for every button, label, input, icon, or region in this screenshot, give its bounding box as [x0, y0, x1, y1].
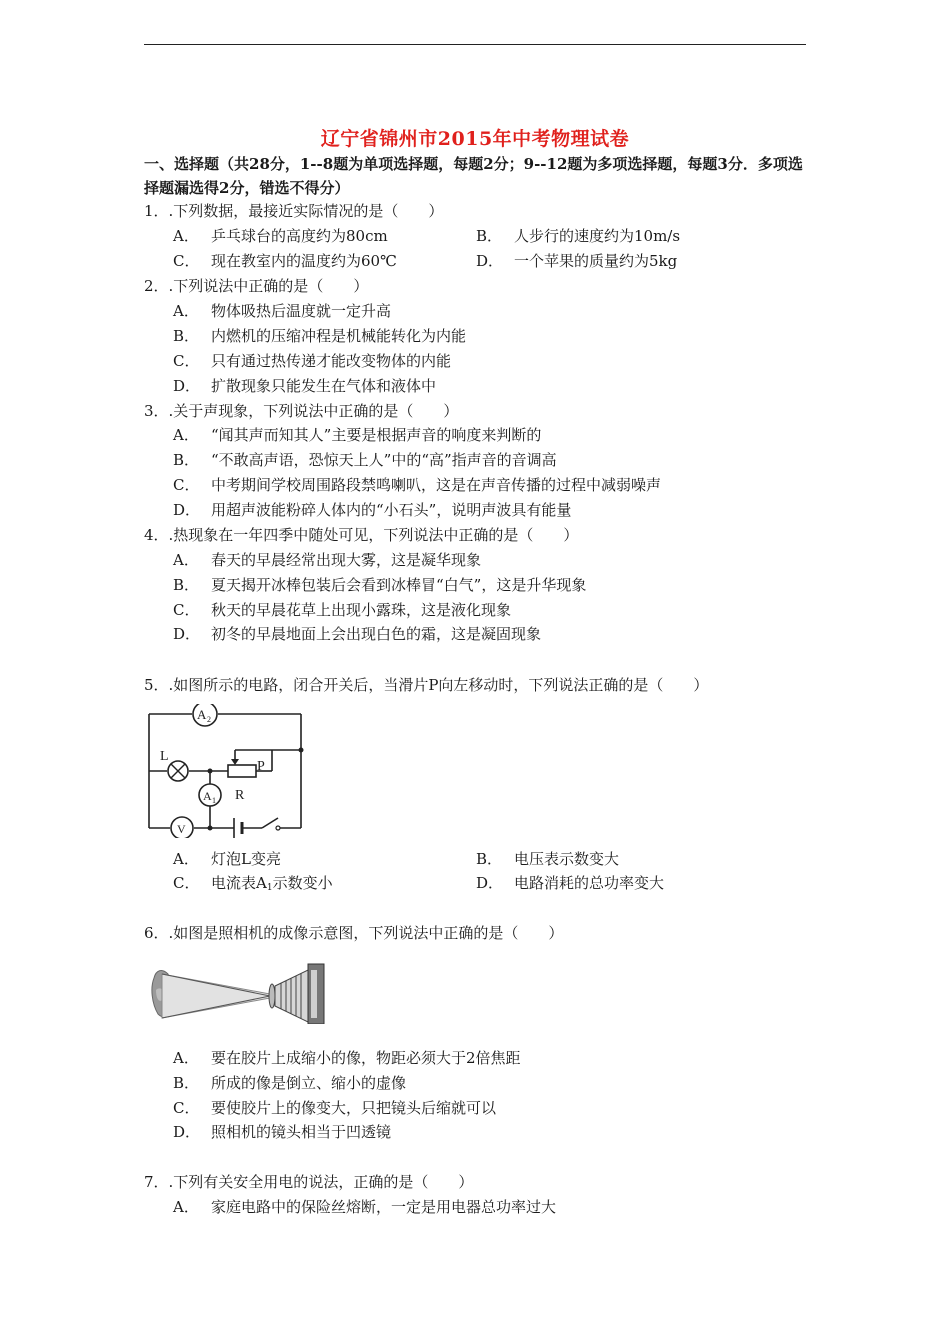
question-6-option-d: D． 照相机的镜头相当于凹透镜: [173, 1123, 392, 1141]
question-3-option-c: C． 中考期间学校周围路段禁鸣喇叭，这是在声音传播的过程中减弱噪声: [173, 476, 662, 494]
ammeter-1-label: A: [203, 789, 212, 803]
question-3-option-a: A． “闻其声而知其人”主要是根据声音的响度来判断的: [173, 426, 542, 444]
question-2-option-a: A． 物体吸热后温度就一定升高: [173, 302, 392, 320]
question-4-option-b: B． 夏天揭开冰棒包装后会看到冰棒冒“白气”，这是升华现象: [173, 576, 587, 594]
question-1-option-b: B． 人步行的速度约为10m/s: [476, 227, 681, 245]
question-2-option-b: B． 内燃机的压缩冲程是机械能转化为内能: [173, 327, 467, 345]
header-rule: [144, 44, 806, 45]
question-1-option-c: C． 现在教室内的温度约为60℃: [173, 252, 397, 270]
resistor-label: R: [235, 788, 245, 803]
lamp-label: L: [160, 749, 169, 764]
question-6-stem: 6．.如图是照相机的成像示意图，下列说法中正确的是（ ）: [144, 924, 564, 942]
question-6-option-a: A． 要在胶片上成缩小的像，物距必须大于2倍焦距: [173, 1049, 521, 1067]
question-5-option-a: A． 灯泡L变亮: [173, 850, 281, 868]
slider-label: P: [257, 759, 265, 774]
question-1-option-a: A． 乒乓球台的高度约为80cm: [173, 227, 388, 245]
ammeter-2-subscript: 2: [207, 715, 211, 724]
question-5-option-b: B． 电压表示数变大: [476, 850, 620, 868]
question-4-option-d: D． 初冬的早晨地面上会出现白色的霜，这是凝固现象: [173, 625, 542, 643]
question-5-option-c: C． 电流表$A_1$示数变小: [173, 874, 333, 893]
question-1-option-d: D． 一个苹果的质量约为5kg: [476, 252, 678, 270]
question-3-stem: 3．.关于声现象，下列说法中正确的是（ ）: [144, 402, 459, 420]
question-4-stem: 4．.热现象在一年四季中随处可见，下列说法中正确的是（ ）: [144, 526, 579, 544]
question-2-option-c: C． 只有通过热传递才能改变物体的内能: [173, 352, 452, 370]
question-4-option-c: C． 秋天的早晨花草上出现小露珠，这是液化现象: [173, 601, 512, 619]
section-heading: 一、选择题（共28分，1--8题为单项选择题，每题2分；9--12题为多项选择题，每题3分．多项选择题漏选得2分，错选不得分）: [144, 155, 803, 197]
circuit-diagram: [142, 704, 312, 838]
question-1-stem: 1．.下列数据，最接近实际情况的是（ ）: [144, 202, 444, 220]
question-7-stem: 7．.下列有关安全用电的说法，正确的是（ ）: [144, 1173, 474, 1191]
question-3-option-b: B． “不敢高声语，恐惊天上人”中的“高”指声音的音调高: [173, 451, 557, 469]
question-2-stem: 2．.下列说法中正确的是（ ）: [144, 277, 369, 295]
question-5-stem: 5．.如图所示的电路，闭合开关后，当滑片P向左移动时，下列说法正确的是（ ）: [144, 676, 709, 694]
question-7-option-a: A． 家庭电路中的保险丝熔断，一定是用电器总功率过大: [173, 1198, 557, 1216]
question-6-option-c: C． 要使胶片上的像变大，只把镜头后缩就可以: [173, 1099, 497, 1117]
question-4-option-a: A． 春天的早晨经常出现大雾，这是凝华现象: [173, 551, 482, 569]
exam-title: 辽宁省锦州市2015年中考物理试卷: [320, 128, 630, 150]
question-2-option-d: D． 扩散现象只能发生在气体和液体中: [173, 377, 437, 395]
question-5-option-d: D． 电路消耗的总功率变大: [476, 874, 665, 892]
camera-imaging-diagram: [148, 960, 328, 1024]
ammeter-1-subscript: 1: [212, 796, 216, 805]
question-3-option-d: D． 用超声波能粉碎人体内的“小石头”，说明声波具有能量: [173, 501, 572, 519]
ammeter-2-label: A: [197, 707, 207, 722]
voltmeter-label: V: [177, 822, 186, 836]
question-6-option-b: B． 所成的像是倒立、缩小的虚像: [173, 1074, 407, 1092]
